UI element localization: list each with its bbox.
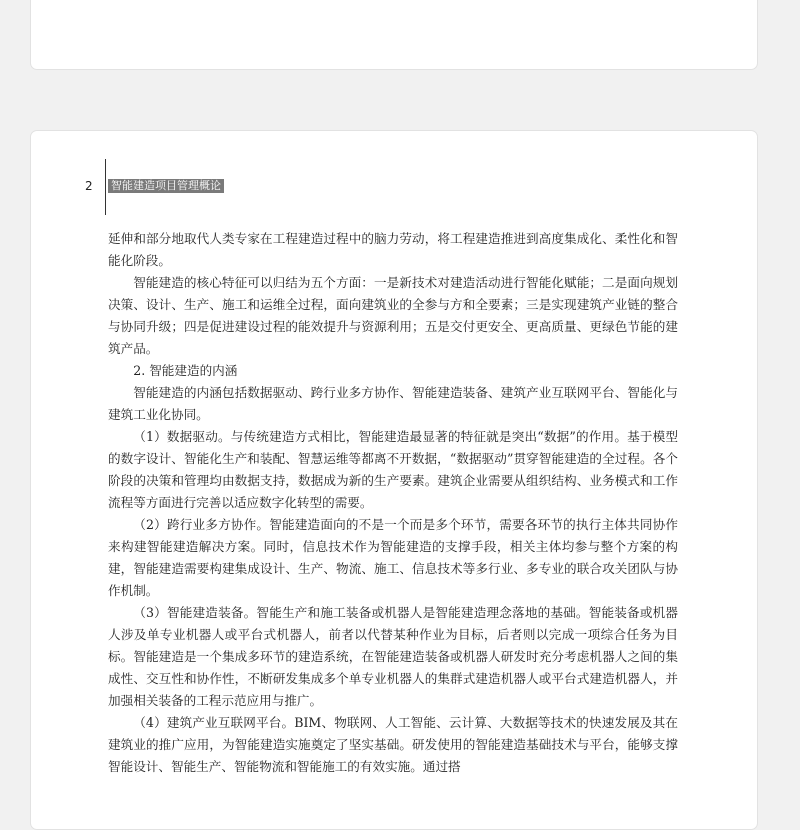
paragraph: （1）数据驱动。与传统建造方式相比，智能建造最显著的特征就是突出“数据”的作用。基于模型的数字设计、智能化生产和装配、智慧运维等都离不开数据，“数据驱动”贯穿智能建造的全过程。各个阶段的决策和管理均由数据支持，数据成为新的生产要素。建筑企业需要从组织结构、业务模式和工作流程等方面进行完善以适应数字化转型的需要。 xyxy=(108,429,678,510)
paragraph: 智能建造的内涵包括数据驱动、跨行业多方协作、智能建造装备、建筑产业互联网平台、智能化与建筑工业化协同。 xyxy=(108,385,678,422)
page-number: 2 xyxy=(85,179,93,193)
paragraph: （4）建筑产业互联网平台。BIM、物联网、人工智能、云计算、大数据等技术的快速发展及其在建筑业的推广应用，为智能建造实施奠定了坚实基础。研发使用的智能建造基础技术与平台，能够支撑智能设计、智能生产、智能物流和智能施工的有效实施。通过搭 xyxy=(108,715,678,774)
header-divider xyxy=(105,159,106,215)
page-header xyxy=(31,159,331,215)
previous-page xyxy=(30,0,758,70)
section-heading: 2. 智能建造的内涵 xyxy=(133,363,238,378)
body-text xyxy=(108,228,678,778)
paragraph: （2）跨行业多方协作。智能建造面向的不是一个而是多个环节，需要各环节的执行主体共同协作来构建智能建造解决方案。同时，信息技术作为智能建造的支撑手段，相关主体均参与整个方案的构建，智能建造需要构建集成设计、生产、物流、施工、信息技术等多行业、多专业的联合攻关团队与协作机制。 xyxy=(108,517,678,598)
document-page xyxy=(30,130,758,830)
chapter-title: 智能建造项目管理概论 xyxy=(108,179,224,193)
paragraph: 智能建造的核心特征可以归结为五个方面：一是新技术对建造活动进行智能化赋能；二是面向规划决策、设计、生产、施工和运维全过程，面向建筑业的全参与方和全要素；三是实现建筑产业链的整合与协同升级；四是促进建设过程的能效提升与资源利用；五是交付更安全、更高质量、更绿色节能的建筑产品。 xyxy=(108,275,678,356)
paragraph: 延伸和部分地取代人类专家在工程建造过程中的脑力劳动，将工程建造推进到高度集成化、柔性化和智能化阶段。 xyxy=(108,231,678,268)
paragraph: （3）智能建造装备。智能生产和施工装备或机器人是智能建造理念落地的基础。智能装备或机器人涉及单专业机器人或平台式机器人，前者以代替某种作业为目标，后者则以完成一项综合任务为目标。智能建造是一个集成多环节的建造系统，在智能建造装备或机器人研发时充分考虑机器人之间的集成性、交互性和协作性，不断研发集成多个单专业机器人的集群式建造机器人或平台式建造机器人，并加强相关装备的工程示范应用与推广。 xyxy=(108,605,678,708)
